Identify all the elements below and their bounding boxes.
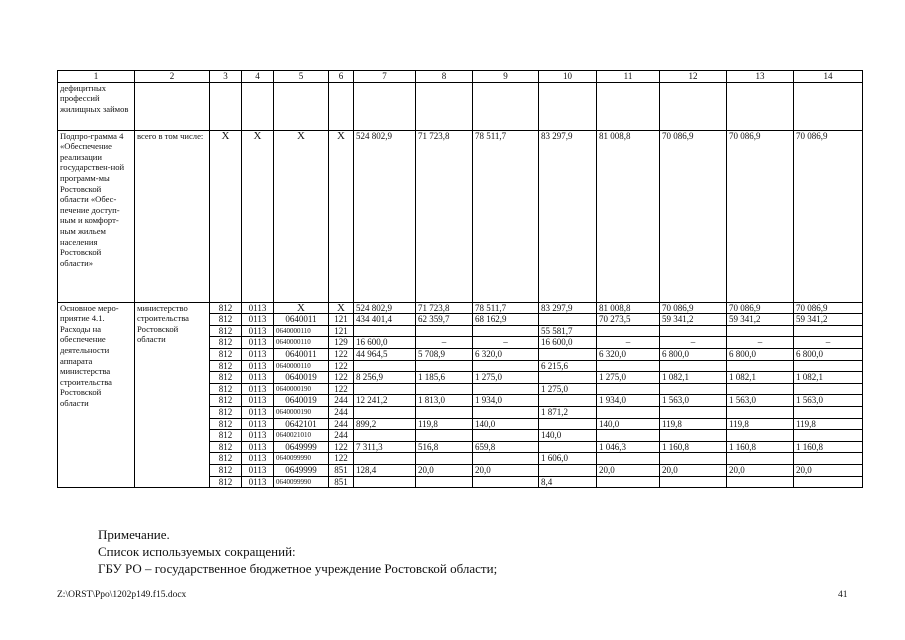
table-cell xyxy=(473,325,539,337)
table-cell: – xyxy=(473,337,539,349)
table-cell xyxy=(794,383,863,395)
table-cell: 70 273,5 xyxy=(597,314,660,326)
table-cell: – xyxy=(794,337,863,349)
subprogram-value: 70 086,9 xyxy=(727,130,794,302)
table-cell: 122 xyxy=(329,453,354,465)
footer-file-path: Z:\ORST\Ppo\1202p149.f15.docx xyxy=(57,590,187,600)
table-cell: 0113 xyxy=(242,441,274,453)
table-cell xyxy=(597,430,660,442)
table-cell xyxy=(660,360,727,372)
subprogram-value: 83 297,9 xyxy=(539,130,597,302)
subprogram-mark: Х xyxy=(329,130,354,302)
table-cell: 659,8 xyxy=(473,441,539,453)
table-cell: 812 xyxy=(210,430,242,442)
empty-cell xyxy=(727,82,794,130)
table-cell: – xyxy=(416,337,473,349)
table-cell xyxy=(354,360,416,372)
table-cell xyxy=(794,406,863,418)
table-cell: 0113 xyxy=(242,314,274,326)
table-cell xyxy=(354,325,416,337)
table-cell: 0113 xyxy=(242,464,274,476)
table-cell: 244 xyxy=(329,406,354,418)
table-cell: 812 xyxy=(210,476,242,488)
header-cell: 5 xyxy=(274,71,329,83)
table-cell: 6 800,0 xyxy=(727,348,794,360)
table-cell: 70 086,9 xyxy=(794,302,863,314)
table-cell: 1 275,0 xyxy=(473,372,539,384)
table-cell xyxy=(597,383,660,395)
table-cell: 71 723,8 xyxy=(416,302,473,314)
subprogram-name: Подпро-грамма 4 «Обеспечение реализации государствен-ной программ-мы Ростовской области «Обес-печение доступ-ным и комфорт-ным жильем населения Ростовской области» xyxy=(58,130,135,302)
table-cell: 59 341,2 xyxy=(727,314,794,326)
table-cell: 812 xyxy=(210,348,242,360)
table-cell xyxy=(794,360,863,372)
header-row xyxy=(58,71,863,83)
table-cell: 0113 xyxy=(242,476,274,488)
table-cell xyxy=(354,453,416,465)
table-cell: 0113 xyxy=(242,337,274,349)
table-cell: 140,0 xyxy=(473,418,539,430)
empty-cell xyxy=(597,82,660,130)
table-cell: 0640000110 xyxy=(274,337,329,349)
table-cell: 20,0 xyxy=(660,464,727,476)
table-cell: 1 934,0 xyxy=(597,395,660,407)
table-cell: 516,8 xyxy=(416,441,473,453)
table-cell: 1 082,1 xyxy=(794,372,863,384)
table-cell: 59 341,2 xyxy=(660,314,727,326)
table-cell xyxy=(597,325,660,337)
table-cell: – xyxy=(597,337,660,349)
table-cell: 1 185,6 xyxy=(416,372,473,384)
table-cell: 5 708,9 xyxy=(416,348,473,360)
header-cell: 4 xyxy=(242,71,274,83)
table-cell xyxy=(539,372,597,384)
table-cell: 121 xyxy=(329,325,354,337)
table-cell: 6 320,0 xyxy=(597,348,660,360)
page-number: 41 xyxy=(838,590,848,600)
table-cell: 812 xyxy=(210,372,242,384)
subprogram-mark: Х xyxy=(274,130,329,302)
subprogram-value: 70 086,9 xyxy=(660,130,727,302)
table-cell: Х xyxy=(329,302,354,314)
table-cell: 434 401,4 xyxy=(354,314,416,326)
table-cell: 12 241,2 xyxy=(354,395,416,407)
table-cell xyxy=(597,476,660,488)
table-cell: 7 311,3 xyxy=(354,441,416,453)
table-cell: 0113 xyxy=(242,395,274,407)
table-cell: 0113 xyxy=(242,406,274,418)
table-cell: 16 600,0 xyxy=(539,337,597,349)
notes-line: ГБУ РО – государственное бюджетное учреждение Ростовской области; xyxy=(98,561,498,576)
table-cell xyxy=(539,395,597,407)
table-cell xyxy=(727,430,794,442)
table-cell: 20,0 xyxy=(473,464,539,476)
table-cell: 851 xyxy=(329,464,354,476)
table-cell: 128,4 xyxy=(354,464,416,476)
table-cell: 62 359,7 xyxy=(416,314,473,326)
table-cell xyxy=(539,464,597,476)
table-cell xyxy=(354,406,416,418)
table-cell: 68 162,9 xyxy=(473,314,539,326)
header-cell: 3 xyxy=(210,71,242,83)
table-cell: 812 xyxy=(210,325,242,337)
table-cell: 122 xyxy=(329,441,354,453)
table-cell xyxy=(416,406,473,418)
table-cell xyxy=(416,383,473,395)
table-cell xyxy=(660,476,727,488)
table-cell: 1 934,0 xyxy=(473,395,539,407)
table-cell: 70 086,9 xyxy=(727,302,794,314)
table-cell xyxy=(473,430,539,442)
table-cell: 812 xyxy=(210,418,242,430)
table-cell: 812 xyxy=(210,314,242,326)
table-cell: 44 964,5 xyxy=(354,348,416,360)
table-cell xyxy=(354,383,416,395)
table-cell: 244 xyxy=(329,395,354,407)
table-cell: 812 xyxy=(210,302,242,314)
table-cell: 81 008,8 xyxy=(597,302,660,314)
table-cell: 1 275,0 xyxy=(597,372,660,384)
header-cell: 11 xyxy=(597,71,660,83)
table-cell xyxy=(473,383,539,395)
table-cell xyxy=(416,453,473,465)
empty-cell xyxy=(660,82,727,130)
empty-cell xyxy=(473,82,539,130)
table-cell xyxy=(794,325,863,337)
table-cell: 0113 xyxy=(242,302,274,314)
header-cell: 13 xyxy=(727,71,794,83)
table-cell xyxy=(473,453,539,465)
table-cell: 1 563,0 xyxy=(660,395,727,407)
table-cell xyxy=(416,360,473,372)
table-cell: 140,0 xyxy=(597,418,660,430)
table-cell: 0113 xyxy=(242,372,274,384)
table-cell: 0649999 xyxy=(274,464,329,476)
header-cell: 8 xyxy=(416,71,473,83)
table-cell xyxy=(597,406,660,418)
subprogram-value: 78 511,7 xyxy=(473,130,539,302)
table-cell xyxy=(660,453,727,465)
table-cell: 851 xyxy=(329,476,354,488)
notes-line: Список используемых сокращений: xyxy=(98,544,296,559)
table-cell: 121 xyxy=(329,314,354,326)
subprogram-mark: Х xyxy=(242,130,274,302)
table-cell: 20,0 xyxy=(597,464,660,476)
table-cell xyxy=(539,418,597,430)
table-cell: 812 xyxy=(210,464,242,476)
table-cell xyxy=(794,453,863,465)
table-cell xyxy=(416,325,473,337)
table-cell: 1 160,8 xyxy=(727,441,794,453)
empty-cell xyxy=(416,82,473,130)
table-cell: 1 082,1 xyxy=(727,372,794,384)
table-cell xyxy=(539,314,597,326)
table-cell: 812 xyxy=(210,406,242,418)
table-cell xyxy=(727,360,794,372)
table-cell: 8,4 xyxy=(539,476,597,488)
table-cell: 70 086,9 xyxy=(660,302,727,314)
event-name: Основное меро-приятие 4.1. Расходы на обеспечение деятельности аппарата министерства строительства Ростовской области xyxy=(58,302,135,488)
continuation-row xyxy=(58,82,863,130)
table-cell: 0640000110 xyxy=(274,325,329,337)
table-cell xyxy=(539,348,597,360)
table-cell: 812 xyxy=(210,441,242,453)
table-cell: 0640000190 xyxy=(274,383,329,395)
table-cell: 0113 xyxy=(242,325,274,337)
table-cell: 812 xyxy=(210,360,242,372)
table-row xyxy=(58,302,863,314)
table-cell: 244 xyxy=(329,418,354,430)
table-cell xyxy=(660,430,727,442)
table-cell: 122 xyxy=(329,360,354,372)
header-cell: 2 xyxy=(135,71,210,83)
subprogram-mark: Х xyxy=(210,130,242,302)
table-cell: 0640021010 xyxy=(274,430,329,442)
table-cell: 1 606,0 xyxy=(539,453,597,465)
table-cell xyxy=(354,476,416,488)
table-cell: 20,0 xyxy=(727,464,794,476)
table-cell: 0113 xyxy=(242,383,274,395)
table-cell: 140,0 xyxy=(539,430,597,442)
table-cell: 1 046,3 xyxy=(597,441,660,453)
table-cell: 0640099990 xyxy=(274,476,329,488)
table-cell xyxy=(727,453,794,465)
table-cell: 524 802,9 xyxy=(354,302,416,314)
table-cell: 0640099990 xyxy=(274,453,329,465)
empty-cell xyxy=(135,82,210,130)
table-cell: 0640011 xyxy=(274,348,329,360)
subprogram-value: 71 723,8 xyxy=(416,130,473,302)
empty-cell xyxy=(539,82,597,130)
table-cell: 0640000190 xyxy=(274,406,329,418)
table-cell: – xyxy=(660,337,727,349)
table-cell: 1 813,0 xyxy=(416,395,473,407)
continuation-name: дефицитных профессий жилищных займов xyxy=(58,82,135,130)
event-executor: министерство строительства Ростовской области xyxy=(135,302,210,488)
table-cell: 6 800,0 xyxy=(794,348,863,360)
table-cell: 244 xyxy=(329,430,354,442)
table-cell xyxy=(727,325,794,337)
header-cell: 14 xyxy=(794,71,863,83)
table-cell xyxy=(660,383,727,395)
table-cell: 0113 xyxy=(242,453,274,465)
table-cell: – xyxy=(727,337,794,349)
table-cell xyxy=(416,430,473,442)
table-cell xyxy=(727,383,794,395)
table-cell xyxy=(794,476,863,488)
table-cell: 0649999 xyxy=(274,441,329,453)
table-cell: 8 256,9 xyxy=(354,372,416,384)
subprogram-value: 81 008,8 xyxy=(597,130,660,302)
table-cell: 1 160,8 xyxy=(794,441,863,453)
table-cell: 812 xyxy=(210,453,242,465)
empty-cell xyxy=(242,82,274,130)
table-cell: 129 xyxy=(329,337,354,349)
table-cell: 83 297,9 xyxy=(539,302,597,314)
table-cell xyxy=(660,325,727,337)
budget-table xyxy=(57,70,863,488)
table-cell: 812 xyxy=(210,383,242,395)
table-cell: 119,8 xyxy=(727,418,794,430)
subprogram-value: 524 802,9 xyxy=(354,130,416,302)
table-cell: 0642101 xyxy=(274,418,329,430)
table-cell xyxy=(794,430,863,442)
table-cell: Х xyxy=(274,302,329,314)
table-cell: 0113 xyxy=(242,418,274,430)
table-cell: 59 341,2 xyxy=(794,314,863,326)
table-cell: 1 275,0 xyxy=(539,383,597,395)
table-cell: 812 xyxy=(210,395,242,407)
table-cell: 1 871,2 xyxy=(539,406,597,418)
table-cell xyxy=(727,406,794,418)
table-cell: 122 xyxy=(329,348,354,360)
empty-cell xyxy=(329,82,354,130)
table-cell: 0113 xyxy=(242,360,274,372)
table-cell xyxy=(660,406,727,418)
table-cell xyxy=(727,476,794,488)
table-cell xyxy=(539,441,597,453)
table-cell: 119,8 xyxy=(660,418,727,430)
table-cell: 78 511,7 xyxy=(473,302,539,314)
empty-cell xyxy=(210,82,242,130)
table-cell: 6 215,6 xyxy=(539,360,597,372)
table-cell xyxy=(354,430,416,442)
empty-cell xyxy=(354,82,416,130)
table-cell: 0113 xyxy=(242,348,274,360)
table-cell: 20,0 xyxy=(794,464,863,476)
header-cell: 9 xyxy=(473,71,539,83)
table-cell: 0640011 xyxy=(274,314,329,326)
header-cell: 10 xyxy=(539,71,597,83)
table-cell xyxy=(416,476,473,488)
table-cell: 122 xyxy=(329,372,354,384)
table-cell: 6 320,0 xyxy=(473,348,539,360)
table-cell xyxy=(597,453,660,465)
table-cell: 899,2 xyxy=(354,418,416,430)
table-cell: 16 600,0 xyxy=(354,337,416,349)
table-cell: 0113 xyxy=(242,430,274,442)
header-cell: 12 xyxy=(660,71,727,83)
table-cell xyxy=(473,476,539,488)
subprogram-row xyxy=(58,130,863,302)
table-cell: 6 800,0 xyxy=(660,348,727,360)
table-cell: 1 082,1 xyxy=(660,372,727,384)
subprogram-value: 70 086,9 xyxy=(794,130,863,302)
table-cell: 1 160,8 xyxy=(660,441,727,453)
table-cell: 0640019 xyxy=(274,372,329,384)
header-cell: 1 xyxy=(58,71,135,83)
table-cell xyxy=(473,406,539,418)
table-cell xyxy=(473,360,539,372)
table-cell: 20,0 xyxy=(416,464,473,476)
table-cell: 812 xyxy=(210,337,242,349)
table-cell: 119,8 xyxy=(794,418,863,430)
subprogram-scope: всего в том числе: xyxy=(135,130,210,302)
header-cell: 7 xyxy=(354,71,416,83)
table-cell: 1 563,0 xyxy=(727,395,794,407)
table-cell xyxy=(597,360,660,372)
empty-cell xyxy=(274,82,329,130)
table-cell: 0640019 xyxy=(274,395,329,407)
table-cell: 0640000110 xyxy=(274,360,329,372)
notes-title: Примечание. xyxy=(98,527,170,542)
notes-block xyxy=(98,526,497,577)
empty-cell xyxy=(794,82,863,130)
table-cell: 55 581,7 xyxy=(539,325,597,337)
table-cell: 119,8 xyxy=(416,418,473,430)
table-cell: 1 563,0 xyxy=(794,395,863,407)
table-cell: 122 xyxy=(329,383,354,395)
header-cell: 6 xyxy=(329,71,354,83)
